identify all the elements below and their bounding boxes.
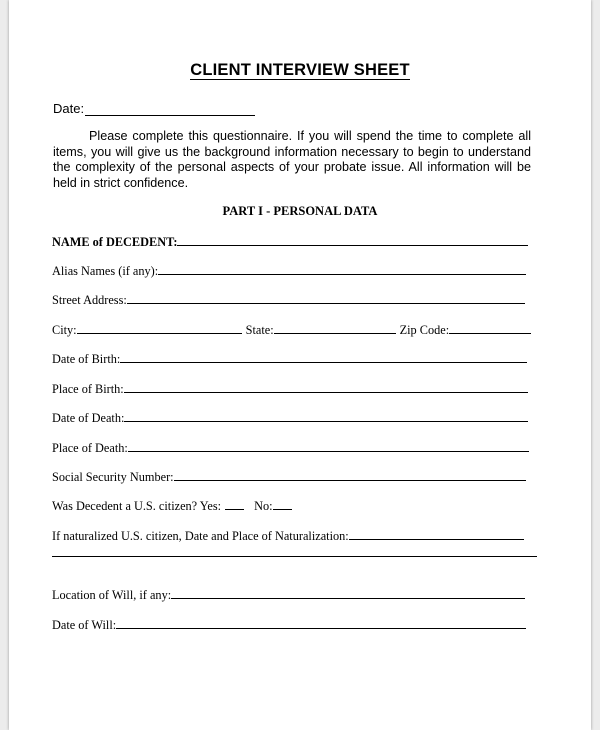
date-of-will-label: Date of Will: [52, 618, 117, 632]
date-of-death-label: Date of Death: [52, 411, 125, 425]
citizen-row [52, 497, 292, 513]
naturalization-label: If naturalized U.S. citizen, Date and Place of Naturalization: [52, 529, 349, 543]
place-of-death-row [52, 439, 529, 455]
naturalization-row [52, 527, 524, 543]
location-of-will-line[interactable] [171, 587, 525, 599]
place-of-birth-line[interactable] [124, 381, 528, 393]
location-of-will-row [52, 586, 525, 602]
document-page [9, 0, 591, 730]
alias-names-label: Alias Names (if any): [52, 264, 159, 278]
date-blank-line[interactable] [85, 103, 255, 116]
location-of-will-label: Location of Will, if any: [52, 588, 172, 602]
zip-code-label: Zip Code: [399, 323, 450, 337]
city-state-zip-row [52, 321, 531, 337]
citizen-no-label: No: [254, 499, 273, 513]
date-field [53, 101, 255, 116]
intro-paragraph: Please complete this questionnaire. If you will spend the time to complete all items, you will give us the background information necessary to begin to understand the complexity of the personal aspects of your probate issue. All information will be held in strict confidence. [53, 129, 531, 190]
date-of-death-line[interactable] [124, 410, 528, 422]
citizen-yes-label: Was Decedent a U.S. citizen? Yes: [52, 499, 222, 513]
place-of-death-line[interactable] [128, 440, 529, 452]
social-security-row [52, 468, 526, 484]
date-of-birth-label: Date of Birth: [52, 352, 121, 366]
state-line[interactable] [274, 322, 396, 334]
naturalization-line[interactable] [349, 528, 524, 540]
state-label: State: [245, 323, 274, 337]
alias-names-row [52, 262, 526, 278]
street-address-line[interactable] [127, 292, 525, 304]
zip-code-line[interactable] [449, 322, 531, 334]
citizen-no-line[interactable] [273, 498, 292, 510]
citizen-yes-line[interactable] [225, 498, 244, 510]
name-of-decedent-row [52, 233, 528, 249]
name-of-decedent-line[interactable] [177, 234, 528, 246]
city-label: City: [52, 323, 77, 337]
place-of-death-label: Place of Death: [52, 441, 128, 455]
naturalization-continuation-line[interactable] [52, 556, 537, 557]
date-of-will-row [52, 616, 526, 632]
document-title-text: CLIENT INTERVIEW SHEET [190, 61, 410, 79]
alias-names-line[interactable] [158, 263, 526, 275]
social-security-line[interactable] [174, 469, 526, 481]
street-address-label: Street Address: [52, 293, 127, 307]
place-of-birth-row [52, 380, 528, 396]
date-of-birth-row [52, 350, 527, 366]
social-security-label: Social Security Number: [52, 470, 174, 484]
date-of-death-row [52, 409, 528, 425]
part-heading: PART I - PERSONAL DATA [222, 204, 378, 218]
name-of-decedent-label: NAME of DECEDENT: [52, 235, 178, 249]
date-of-will-line[interactable] [116, 617, 526, 629]
date-label: Date: [53, 101, 85, 116]
place-of-birth-label: Place of Birth: [52, 382, 124, 396]
date-of-birth-line[interactable] [120, 351, 527, 363]
document-title [9, 61, 591, 80]
street-address-row [52, 291, 525, 307]
city-line[interactable] [77, 322, 242, 334]
